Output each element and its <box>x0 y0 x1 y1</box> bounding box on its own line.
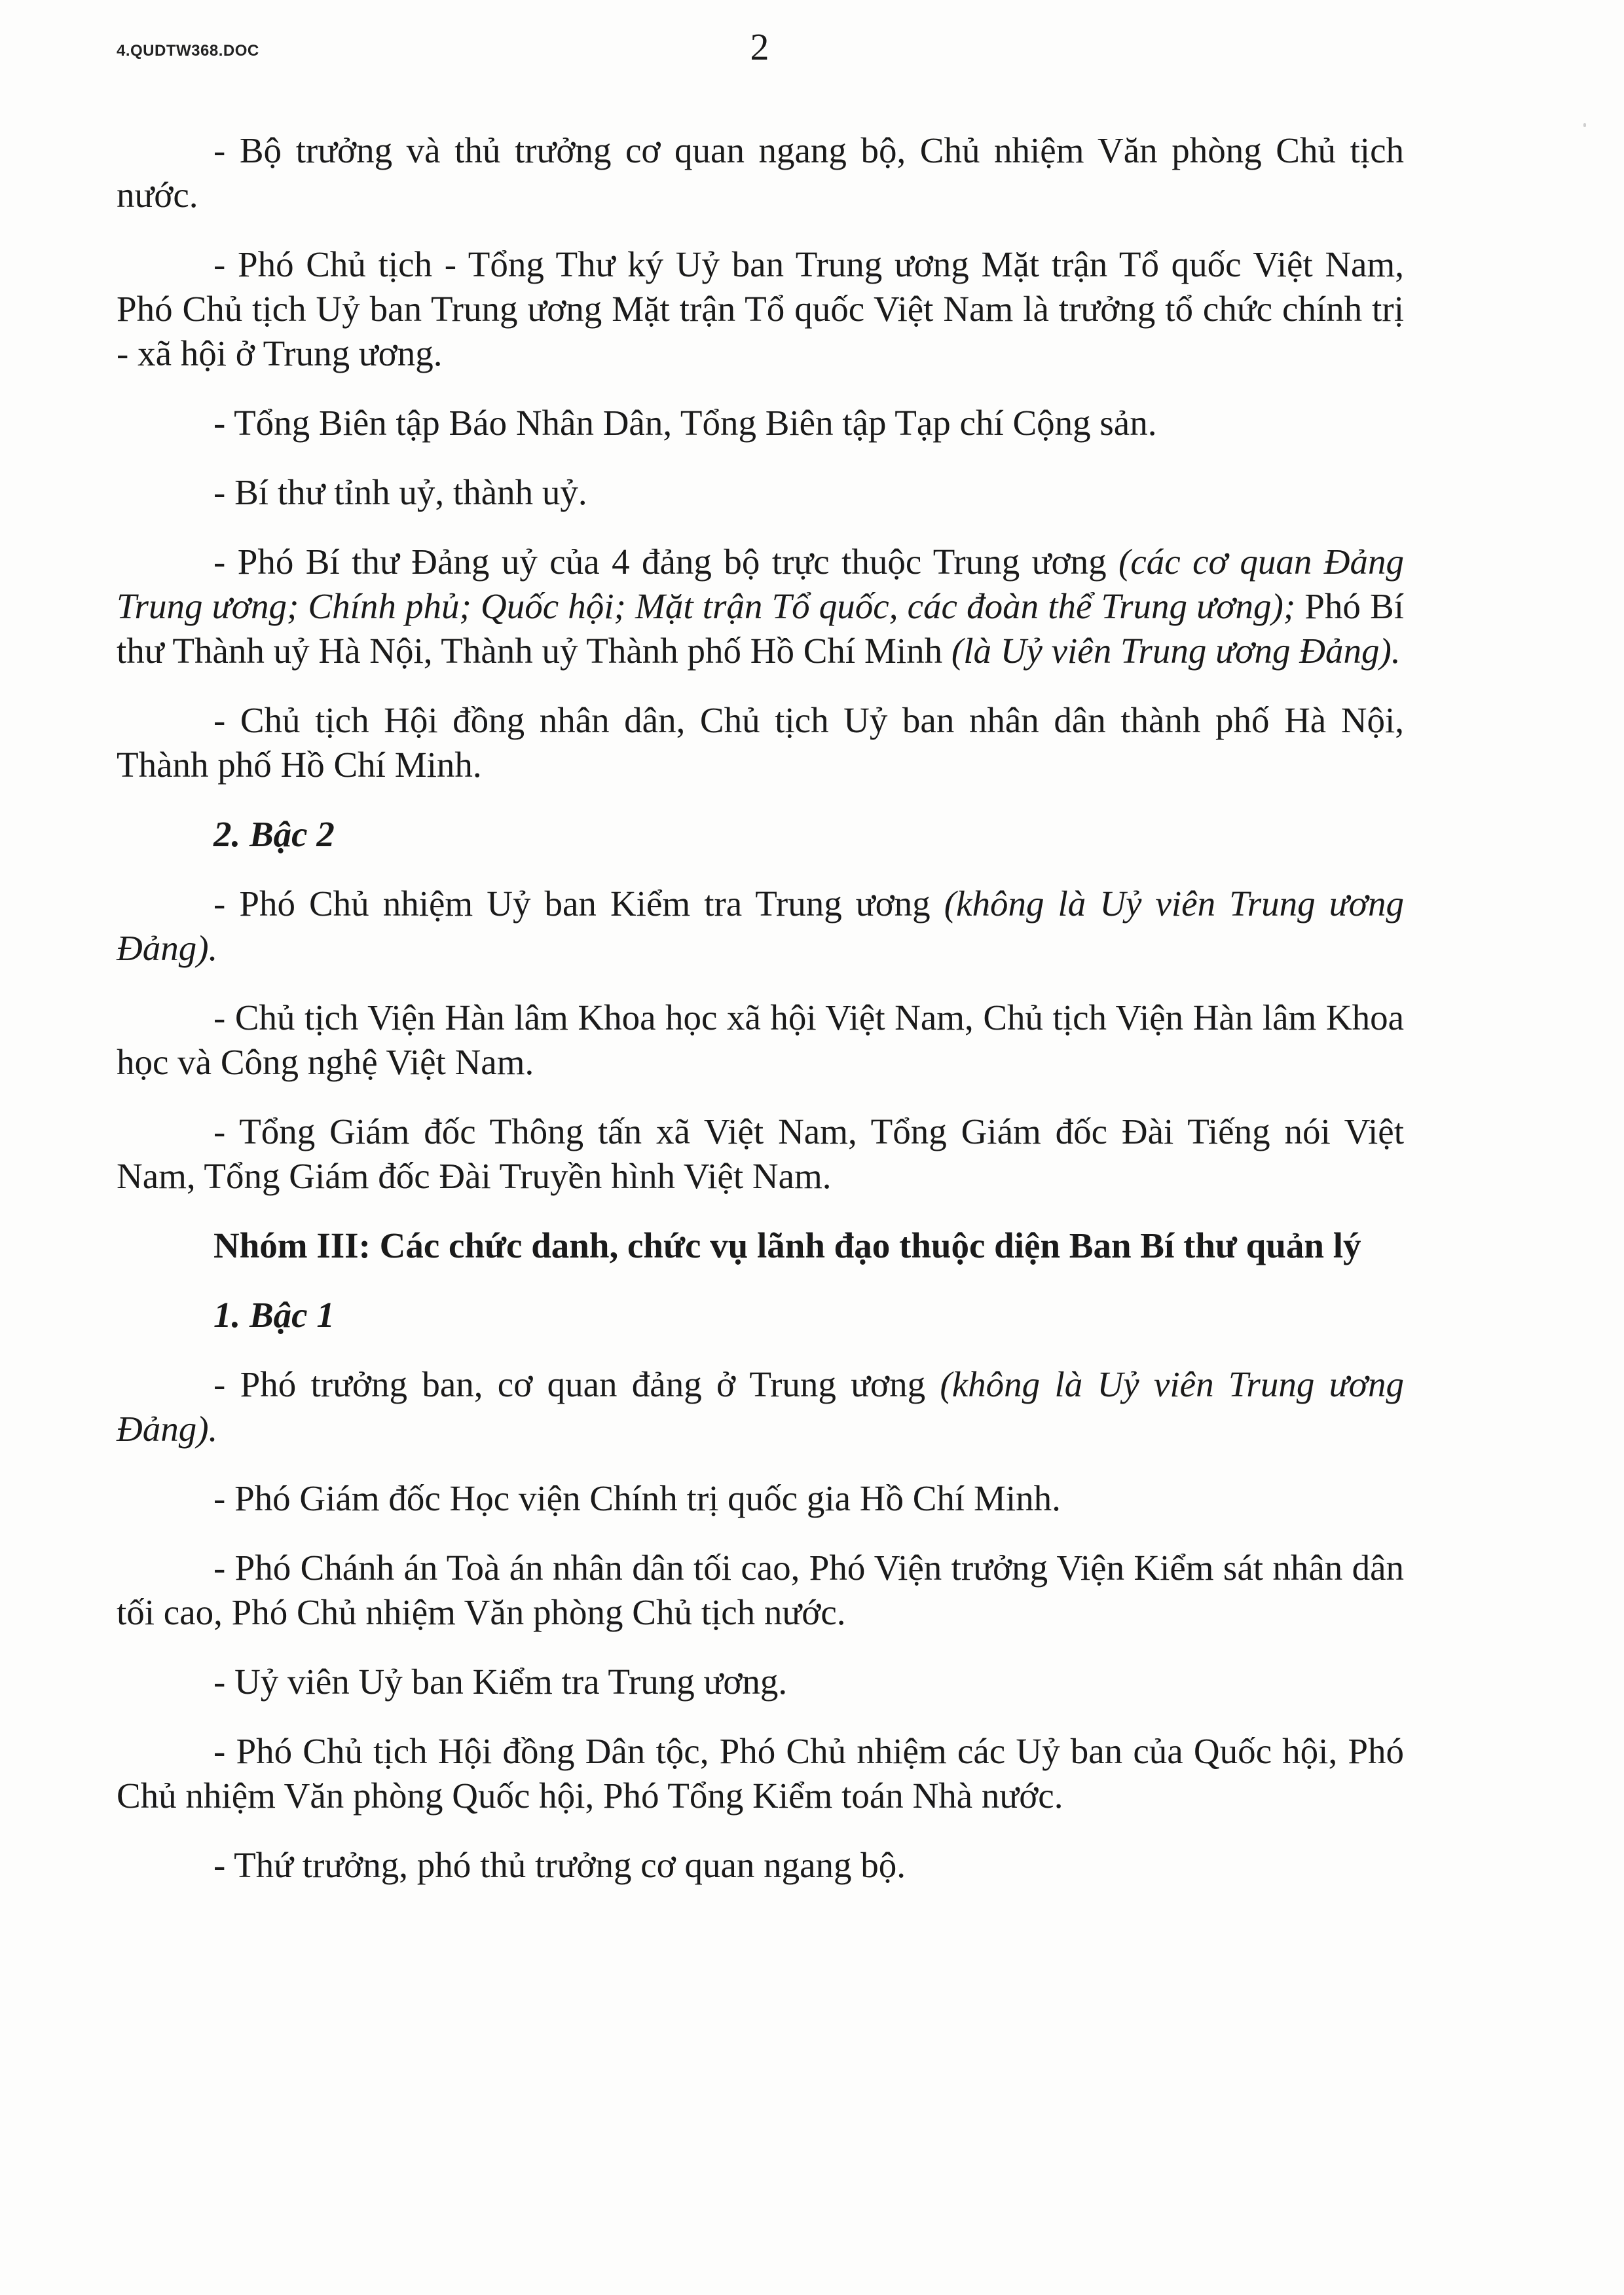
list-item: - Phó trưởng ban, cơ quan đảng ở Trung ương (không là Uỷ viên Trung ương Đảng). <box>117 1364 1404 1449</box>
page-number: 2 <box>750 26 769 68</box>
group-heading: Nhóm III: Các chức danh, chức vụ lãnh đạo thuộc diện Ban Bí thư quản lý <box>213 1225 1361 1265</box>
list-item: - Phó Bí thư Đảng uỷ của 4 đảng bộ trực thuộc Trung ương (các cơ quan Đảng Trung ương; Chính phủ; Quốc hội; Mặt trận Tổ quốc, các đoàn thể Trung ương); Phó Bí thư Thành uỷ Hà Nội, Thành uỷ Thành phố Hồ Chí Minh (là Uỷ viên Trung ương Đảng). <box>117 542 1405 671</box>
list-item: - Bí thư tỉnh uỷ, thành uỷ. <box>213 472 587 512</box>
document-code: 4.QUDTW368.DOC <box>117 42 259 60</box>
list-item: - Bộ trưởng và thủ trưởng cơ quan ngang bộ, Chủ nhiệm Văn phòng Chủ tịch nước. <box>117 130 1404 215</box>
italic-note: (không là Uỷ viên Trung ương Đảng). <box>117 1364 1404 1449</box>
list-item: - Phó Chánh án Toà án nhân dân tối cao, Phó Viện trưởng Viện Kiểm sát nhân dân tối cao, Phó Chủ nhiệm Văn phòng Chủ tịch nước. <box>117 1548 1404 1632</box>
list-item: - Phó Chủ tịch - Tổng Thư ký Uỷ ban Trung ương Mặt trận Tổ quốc Việt Nam, Phó Chủ tịch Uỷ ban Trung ương Mặt trận Tổ quốc Việt Nam là trưởng tổ chức chính trị - xã hội ở Trung ương. <box>117 244 1404 373</box>
list-item: - Phó Giám đốc Học viện Chính trị quốc gia Hồ Chí Minh. <box>213 1478 1061 1518</box>
italic-note: (là Uỷ viên Trung ương Đảng). <box>951 631 1401 671</box>
list-item: - Tổng Biên tập Báo Nhân Dân, Tổng Biên tập Tạp chí Cộng sản. <box>213 403 1157 443</box>
list-item: - Phó Chủ tịch Hội đồng Dân tộc, Phó Chủ nhiệm các Uỷ ban của Quốc hội, Phó Chủ nhiệm Văn phòng Quốc hội, Phó Tổng Kiểm toán Nhà nước. <box>117 1731 1404 1816</box>
list-item: - Chủ tịch Hội đồng nhân dân, Chủ tịch Uỷ ban nhân dân thành phố Hà Nội, Thành phố Hồ Chí Minh. <box>117 700 1404 785</box>
list-item: - Uỷ viên Uỷ ban Kiểm tra Trung ương. <box>213 1662 788 1702</box>
scan-speck <box>1583 123 1586 127</box>
list-item: - Thứ trưởng, phó thủ trưởng cơ quan ngang bộ. <box>213 1845 906 1885</box>
document-body <box>117 128 1404 1912</box>
list-item: - Tổng Giám đốc Thông tấn xã Việt Nam, Tổng Giám đốc Đài Tiếng nói Việt Nam, Tổng Giám đốc Đài Truyền hình Việt Nam. <box>117 1111 1404 1196</box>
italic-note: (không là Uỷ viên Trung ương Đảng). <box>117 884 1404 968</box>
list-item: - Chủ tịch Viện Hàn lâm Khoa học xã hội Việt Nam, Chủ tịch Viện Hàn lâm Khoa học và Công nghệ Việt Nam. <box>117 998 1404 1082</box>
section-heading: 2. Bậc 2 <box>213 814 335 854</box>
italic-note: (các cơ quan Đảng Trung ương; Chính phủ; Quốc hội; Mặt trận Tổ quốc, các đoàn thể Trung ương); <box>117 542 1405 626</box>
section-heading: 1. Bậc 1 <box>213 1295 335 1335</box>
list-item: - Phó Chủ nhiệm Uỷ ban Kiểm tra Trung ương (không là Uỷ viên Trung ương Đảng). <box>117 884 1404 968</box>
